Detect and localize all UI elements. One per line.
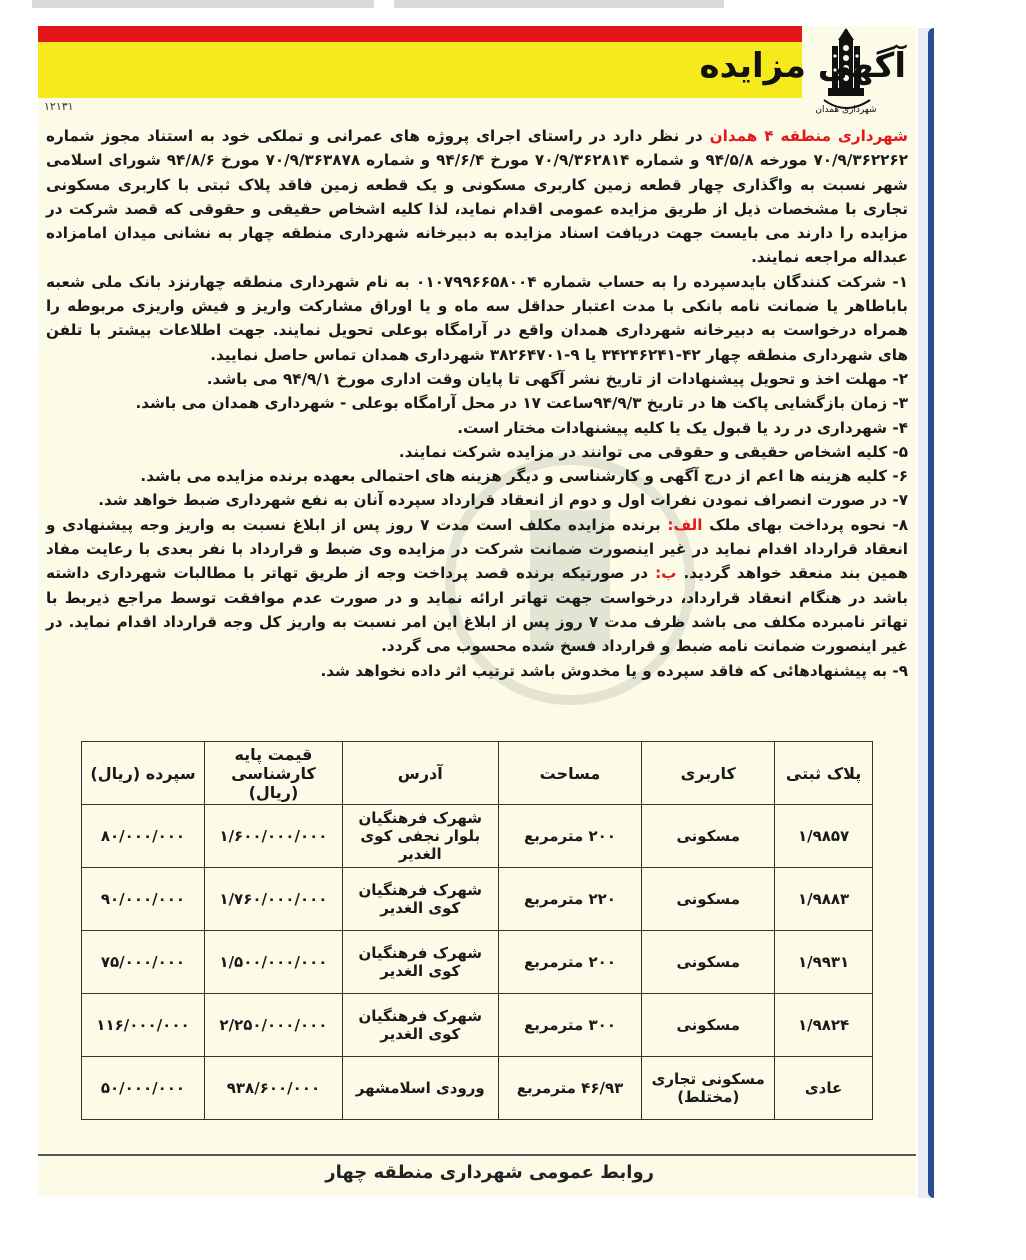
top-tab-bar-left bbox=[32, 0, 374, 8]
cell-deposit: ۷۵/۰۰۰/۰۰۰ bbox=[82, 931, 205, 994]
item-4: ۴- شهرداری در رد یا قبول یک یا کلیه پیشنهادات مختار است. bbox=[457, 418, 908, 437]
header-address: آدرس bbox=[342, 742, 498, 805]
cell-base-price: ۲/۲۵۰/۰۰۰/۰۰۰ bbox=[204, 994, 342, 1057]
right-side-strip bbox=[918, 28, 934, 1198]
top-tab-bar-right bbox=[394, 0, 724, 8]
item-8-b-marker: ب: bbox=[648, 564, 677, 583]
blue-edge bbox=[928, 28, 934, 1198]
table-header-row bbox=[82, 742, 873, 805]
notice-title: آگهی مزایده bbox=[699, 46, 906, 86]
cell-address: شهرک فرهنگیان کوی الغدیر bbox=[342, 994, 498, 1057]
cell-base-price: ۹۳۸/۶۰۰/۰۰۰ bbox=[204, 1057, 342, 1120]
cell-address: شهرک فرهنگیان کوی الغدیر bbox=[342, 868, 498, 931]
cell-area: ۲۲۰ مترمربع bbox=[498, 868, 642, 931]
cell-usage: مسکونی bbox=[642, 931, 775, 994]
auction-table bbox=[81, 741, 873, 1120]
cell-plate: عادی bbox=[775, 1057, 873, 1120]
header-yellow-band bbox=[38, 42, 802, 98]
cell-area: ۲۰۰ مترمربع bbox=[498, 805, 642, 868]
cell-deposit: ۸۰/۰۰۰/۰۰۰ bbox=[82, 805, 205, 868]
intro-paragraph bbox=[46, 124, 908, 270]
table-row bbox=[82, 1057, 873, 1120]
cell-plate: ۱/۹۹۳۱ bbox=[775, 931, 873, 994]
cell-plate: ۱/۹۸۵۷ bbox=[775, 805, 873, 868]
header-plate: پلاک ثبتی bbox=[775, 742, 873, 805]
intro-text: در نظر دارد در راستای اجرای پروژه های عمرانی و تملکی خود به استناد مجوز شماره ۷۰/۹/۳۶۲۲۶۲ مورخه ۹۴/۵/۸ و شماره ۷۰/۹/۳۶۲۸۱۴ مورخ ۹۴/۶/۴ و شماره ۷۰/۹/۳۶۳۸۷۸ مورخ ۹۴/۸/۶ شورای اسلامی شهر نسبت به واگذاری چهار قطعه زمین کاربری مسکونی و یک قطعه زمین فاقد پلاک ثبتی با کاربری مسکونی تجاری با مشخصات ذیل از طریق مزایده عمومی اقدام نماید، لذا کلیه اشخاص حقیقی و حقوقی که قصد شرکت در مزایده را دارند می بایست جهت دریافت اسناد مزایده به دبیرخانه شهرداری منطقه چهار به نشانی میدان امامزاده عبداله مراجعه نمایند. bbox=[46, 127, 908, 267]
cell-address: ورودی اسلامشهر bbox=[342, 1057, 498, 1120]
item-8-b-text: در صورتیکه برنده قصد پرداخت وجه از طریق تهاتر با مطالبات شهرداری داشته باشد در هنگام انعقاد قرارداد، درخواست جهت تهاتر ارائه نماید و در صورت عدم موافقت توسط مراجع ذیربط با تهاتر نامبرده مکلف می باشد ظرف مدت ۷ روز پس از ابلاغ این امر نسبت به واریز کل وجه قرارداد اقدام نماید. در غیر اینصورت ضمانت نامه ضبط و قرارداد فسخ شده محسوب می گردد. bbox=[46, 564, 908, 656]
item-8-label: ۸- نحوه پرداخت بهای ملک bbox=[702, 515, 908, 534]
notice-body bbox=[46, 124, 908, 683]
item-6: ۶- کلیه هزینه ها اعم از درج آگهی و کارشناسی و دیگر هزینه های احتمالی بعهده برنده مزایده می باشد. bbox=[140, 467, 908, 486]
header-base-price: قیمت پایه کارشناسی (ریال) bbox=[204, 742, 342, 805]
cell-area: ۴۶/۹۳ مترمربع bbox=[498, 1057, 642, 1120]
cell-plate: ۱/۹۸۸۳ bbox=[775, 868, 873, 931]
item-2: ۲- مهلت اخذ و تحویل پیشنهادات از تاریخ نشر آگهی تا پایان وقت اداری مورخ ۹۴/۹/۱ می باشد. bbox=[206, 369, 908, 388]
item-8 bbox=[46, 513, 908, 659]
cell-usage: مسکونی تجاری (مختلط) bbox=[642, 1057, 775, 1120]
cell-usage: مسکونی bbox=[642, 994, 775, 1057]
cell-usage: مسکونی bbox=[642, 868, 775, 931]
cell-address: شهرک فرهنگیان بلوار نجفی کوی الغدیر bbox=[342, 805, 498, 868]
footer-divider bbox=[38, 1154, 916, 1156]
cell-deposit: ۹۰/۰۰۰/۰۰۰ bbox=[82, 868, 205, 931]
cell-base-price: ۱/۶۰۰/۰۰۰/۰۰۰ bbox=[204, 805, 342, 868]
header-deposit: سپرده (ریال) bbox=[82, 742, 205, 805]
item-3: ۳- زمان بازگشایی پاکت ها در تاریخ ۹۴/۹/۳ساعت ۱۷ در محل آرامگاه بوعلی - شهرداری همدان می باشد. bbox=[135, 394, 908, 413]
cell-deposit: ۵۰/۰۰۰/۰۰۰ bbox=[82, 1057, 205, 1120]
cell-base-price: ۱/۷۶۰/۰۰۰/۰۰۰ bbox=[204, 868, 342, 931]
cell-plate: ۱/۹۸۲۴ bbox=[775, 994, 873, 1057]
item-5: ۵- کلیه اشخاص حقیقی و حقوقی می توانند در مزایده شرکت نمایند. bbox=[398, 442, 908, 461]
item-1: ۱- شرکت کنندگان بایدسپرده را به حساب شماره ۰۱۰۷۹۹۶۶۵۸۰۰۴ به نام شهرداری منطقه چهارنزد بانک ملی شعبه باباطاهر یا ضمانت نامه بانکی با مدت اعتبار حداقل سه ماه و یا اوراق مشارکت واریز و فیش واریزی مربوطه را همراه درخواست به دبیرخانه شهرداری همدان واقع در آرامگاه بوعلی تحویل نمایند. جهت اطلاعات بیشتر با تلفن های شهرداری منطقه چهار ۴۲-۳۴۲۴۶۲۴۱ یا ۹-۳۸۲۶۴۷۰۱ شهرداری همدان تماس حاصل نمایید. bbox=[46, 272, 908, 364]
table-row bbox=[82, 868, 873, 931]
notice-code: ۱۲۱۳۱ bbox=[44, 100, 74, 113]
header-usage: کاربری bbox=[642, 742, 775, 805]
item-8-a-marker: الف: bbox=[660, 515, 703, 534]
cell-base-price: ۱/۵۰۰/۰۰۰/۰۰۰ bbox=[204, 931, 342, 994]
item-7: ۷- در صورت انصراف نمودن نفرات اول و دوم از انعقاد قرارداد سپرده آنان به نفع شهرداری ضبط خواهد شد. bbox=[98, 491, 908, 510]
item-9: ۹- به پیشنهادهائی که فاقد سپرده و یا مخدوش باشد ترتیب اثر داده نخواهد شد. bbox=[320, 661, 908, 680]
header-red-band bbox=[38, 26, 802, 42]
item-8-a-text: برنده مزایده مکلف است مدت ۷ روز پس از ابلاغ نسبت به واریز وجه پیشنهادی و انعقاد قرارداد اقدام نماید در غیر اینصورت ضمانت شرکت در مزایده وی ضبط و قرارداد با نفر بعدی با رعایت مفاد همین بند منعقد خواهد گردید. bbox=[46, 515, 909, 583]
footer-signature: روابط عمومی شهرداری منطقه چهار bbox=[325, 1162, 654, 1183]
logo-caption: شهرداری همدان bbox=[815, 105, 877, 115]
intro-org: شهرداری منطقه ۴ همدان bbox=[709, 127, 908, 145]
cell-area: ۲۰۰ مترمربع bbox=[498, 931, 642, 994]
cell-address: شهرک فرهنگیان کوی الغدیر bbox=[342, 931, 498, 994]
table-row bbox=[82, 994, 873, 1057]
cell-usage: مسکونی bbox=[642, 805, 775, 868]
table-row bbox=[82, 805, 873, 868]
cell-deposit: ۱۱۶/۰۰۰/۰۰۰ bbox=[82, 994, 205, 1057]
header-area: مساحت bbox=[498, 742, 642, 805]
cell-area: ۳۰۰ مترمربع bbox=[498, 994, 642, 1057]
table-row bbox=[82, 931, 873, 994]
